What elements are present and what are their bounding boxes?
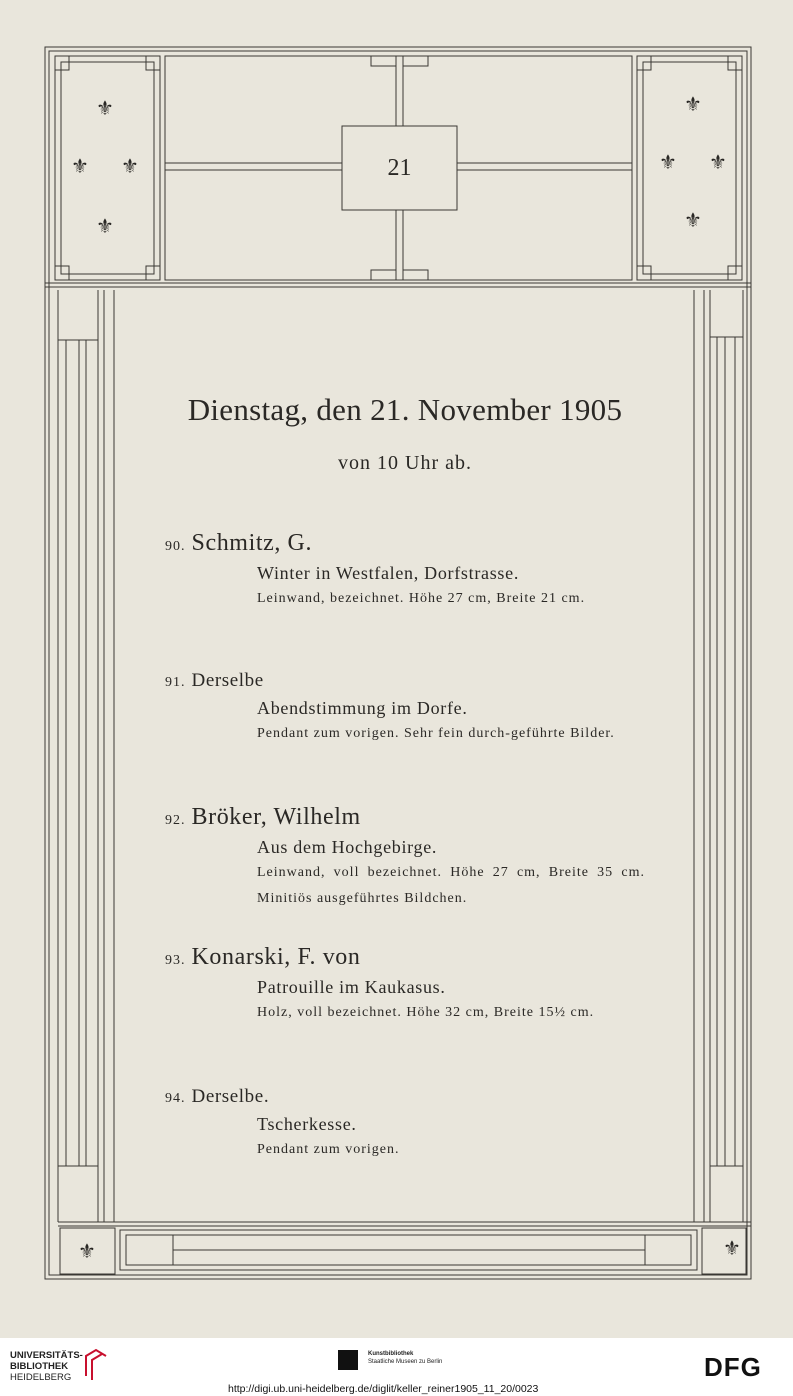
- entry-artist: Schmitz, G.: [191, 530, 313, 556]
- ub-mark-icon: [80, 1346, 110, 1382]
- ub-heidelberg-logo[interactable]: UNIVERSITÄTS- BIBLIOTHEK HEIDELBERG: [10, 1350, 83, 1383]
- fleur-de-lis-icon: ⚜: [96, 214, 114, 238]
- entry-description: Holz, voll bezeichnet. Höhe 32 cm, Breite 15½ cm.: [257, 1005, 595, 1020]
- fleur-de-lis-icon: ⚜: [723, 1236, 741, 1260]
- entry-title: Tscherkesse.: [257, 1114, 357, 1134]
- auction-time: von 10 Uhr ab.: [338, 452, 472, 474]
- entry-description: Pendant zum vorigen. Sehr fein durch-geführte Bilder.: [257, 726, 615, 741]
- entry-description: Leinwand, voll bezeichnet. Höhe 27 cm, Breite 35 cm. Minitiös ausgeführtes Bildchen.: [257, 865, 645, 906]
- fleur-de-lis-icon: ⚜: [684, 208, 702, 232]
- fleur-de-lis-icon: ⚜: [96, 96, 114, 120]
- entry-artist: Derselbe: [191, 670, 264, 691]
- entry-number: 93.: [165, 953, 186, 968]
- entry-title: Aus dem Hochgebirge.: [257, 837, 438, 857]
- catalog-entry: [165, 530, 645, 612]
- kunstbibliothek-label[interactable]: Kunstbibliothek Staatliche Museen zu Berlin: [368, 1351, 443, 1365]
- viewer-footer: [0, 1338, 793, 1396]
- fleur-de-lis-icon: ⚜: [709, 150, 727, 174]
- entry-artist: Konarski, F. von: [191, 944, 361, 970]
- fleur-de-lis-icon: ⚜: [71, 154, 89, 178]
- fleur-de-lis-icon: ⚜: [78, 1239, 96, 1263]
- entry-description: Leinwand, bezeichnet. Höhe 27 cm, Breite 21 cm.: [257, 591, 586, 606]
- entry-number: 92.: [165, 813, 186, 828]
- catalog-entry: [165, 804, 645, 912]
- entry-description: Pendant zum vorigen.: [257, 1142, 400, 1157]
- entry-number: 94.: [165, 1091, 186, 1106]
- dfg-logo[interactable]: DFG: [704, 1352, 762, 1382]
- kunstbibliothek-logo-icon: [338, 1350, 358, 1370]
- fleur-de-lis-icon: ⚜: [659, 150, 677, 174]
- permalink-url[interactable]: http://digi.ub.uni-heidelberg.de/diglit/keller_reiner1905_11_20/0023: [228, 1383, 539, 1395]
- entry-title: Winter in Westfalen, Dorfstrasse.: [257, 563, 520, 583]
- catalog-entry: [165, 1086, 645, 1163]
- entry-number: 90.: [165, 539, 186, 554]
- fleur-de-lis-icon: ⚜: [684, 92, 702, 116]
- entry-artist: Derselbe.: [191, 1086, 270, 1107]
- entry-title: Abendstimmung im Dorfe.: [257, 698, 468, 718]
- fleur-de-lis-icon: ⚜: [121, 154, 139, 178]
- catalog-entry: [165, 944, 645, 1026]
- entry-title: Patrouille im Kaukasus.: [257, 977, 446, 997]
- page-number: 21: [387, 154, 412, 181]
- entry-number: 91.: [165, 675, 186, 690]
- catalog-entry: [165, 670, 645, 747]
- entry-artist: Bröker, Wilhelm: [191, 804, 361, 830]
- auction-date-heading: Dienstag, den 21. November 1905: [187, 392, 623, 427]
